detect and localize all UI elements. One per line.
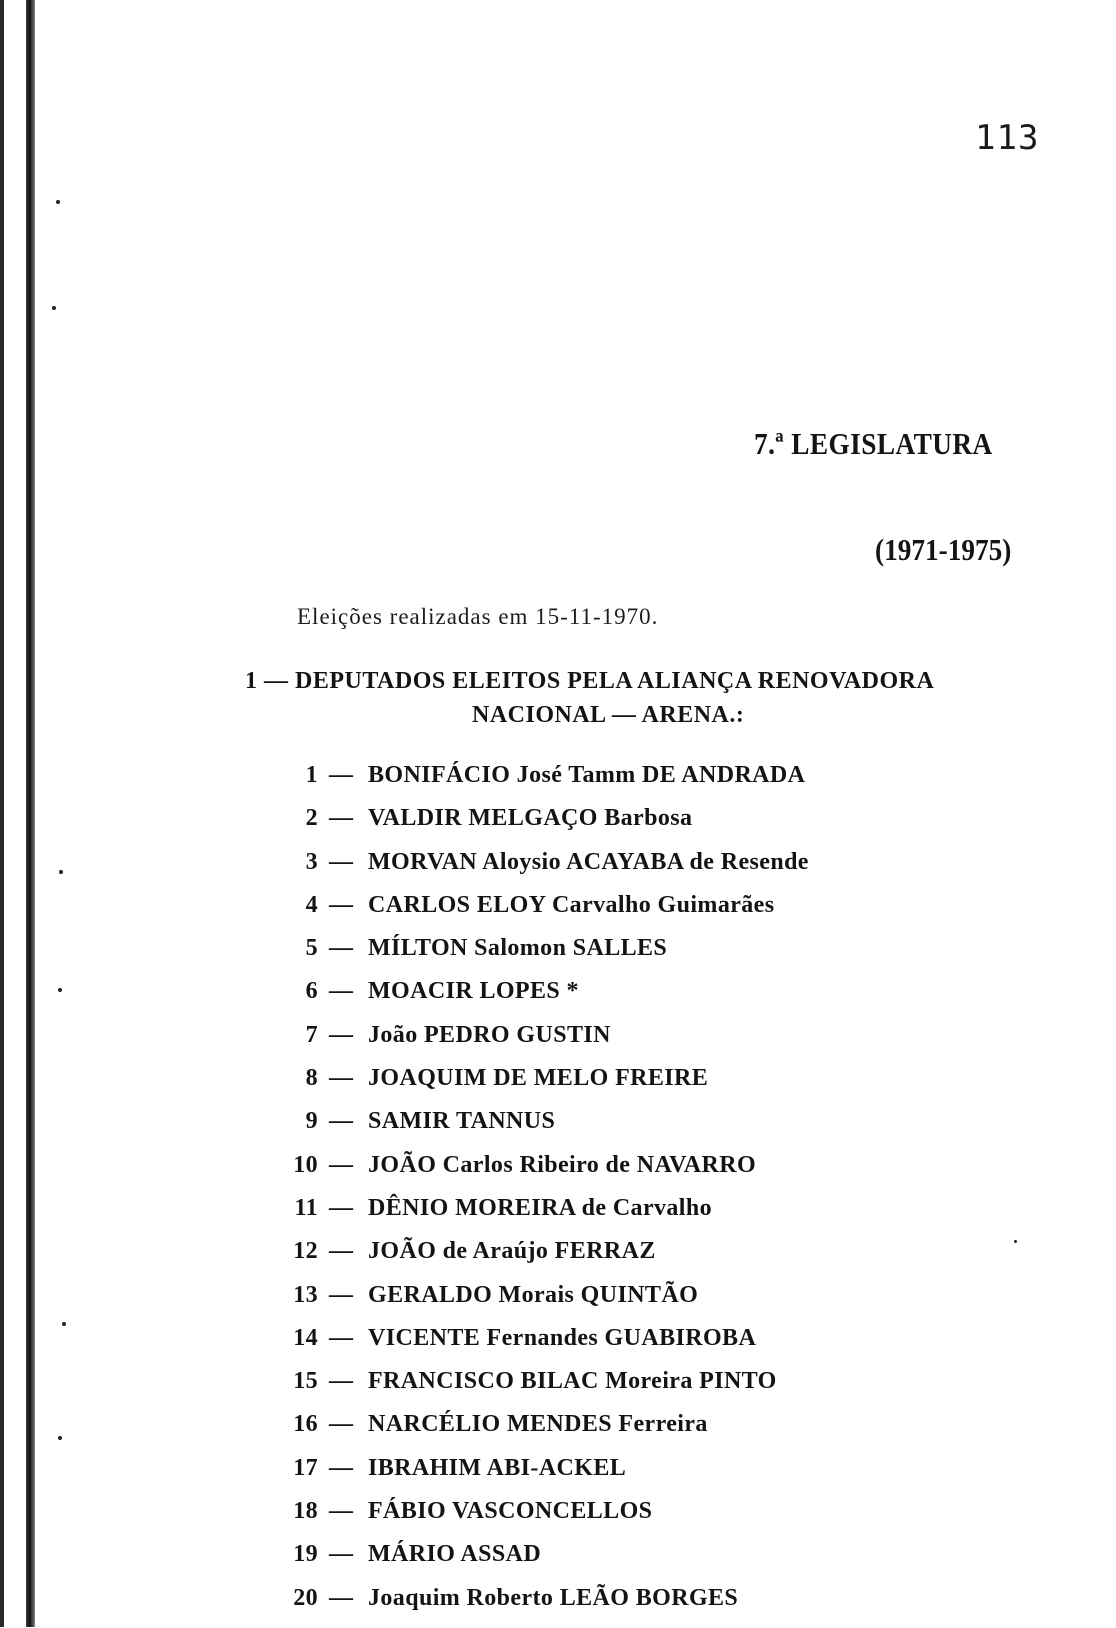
deputy-name: João PEDRO GUSTIN — [368, 1021, 611, 1048]
deputy-name: MÍLTON Salomon SALLES — [368, 935, 668, 962]
scan-binding-shadow — [0, 0, 4, 1627]
page-number: 113 — [975, 118, 1040, 158]
deputy-number: 10 — [293, 1151, 318, 1178]
dash-separator: — — [329, 1108, 354, 1135]
deputy-name: VICENTE Fernandes GUABIROBA — [368, 1324, 757, 1351]
dash-separator: — — [329, 1498, 354, 1525]
election-date-note: Eleições realizadas em 15-11-1970. — [297, 604, 659, 629]
dash-separator: — — [329, 935, 354, 962]
legislature-title: 7.ª LEGISLATURA — [754, 426, 993, 461]
deputy-name: CARLOS ELOY Carvalho Guimarães — [368, 891, 775, 918]
deputy-name: NARCÉLIO MENDES Ferreira — [368, 1411, 708, 1438]
scan-binding-edge — [26, 0, 35, 1627]
deputy-name: FÁBIO VASCONCELLOS — [368, 1498, 653, 1525]
deputy-number: 14 — [293, 1324, 318, 1351]
scan-speck — [52, 306, 56, 310]
dash-separator: — — [329, 1194, 354, 1221]
deputy-name: Joaquim Roberto LEÃO BORGES — [368, 1584, 739, 1611]
deputy-name: JOÃO Carlos Ribeiro de NAVARRO — [368, 1151, 757, 1178]
deputy-number: 6 — [305, 978, 318, 1005]
deputy-name: JOAQUIM DE MELO FREIRE — [368, 1065, 709, 1092]
deputy-name: IBRAHIM ABI-ACKEL — [368, 1454, 627, 1481]
dash-separator: — — [329, 1281, 354, 1308]
deputy-number: 5 — [305, 935, 318, 962]
deputy-number: 4 — [305, 891, 318, 918]
deputy-name: JOÃO de Araújo FERRAZ — [368, 1238, 656, 1265]
section-heading-continuation: NACIONAL — ARENA.: — [472, 702, 745, 728]
deputy-name: VALDIR MELGAÇO Barbosa — [368, 805, 693, 832]
deputy-number: 9 — [305, 1108, 318, 1135]
dash-separator: — — [329, 762, 354, 788]
dash-separator: — — [329, 891, 354, 918]
deputy-name: GERALDO Morais QUINTÃO — [368, 1281, 699, 1308]
deputy-number: 19 — [293, 1541, 318, 1568]
dash-separator: — — [329, 805, 354, 832]
deputy-name: MOACIR LOPES * — [368, 978, 579, 1005]
scan-speck — [1014, 1240, 1017, 1243]
dash-separator: — — [329, 1368, 354, 1395]
dash-separator: — — [329, 1411, 354, 1438]
deputy-number: 20 — [293, 1584, 318, 1611]
dash-separator: — — [329, 848, 354, 875]
deputy-number: 11 — [294, 1194, 318, 1221]
deputy-number: 13 — [293, 1281, 318, 1308]
deputy-name: SAMIR TANNUS — [368, 1108, 556, 1135]
scan-speck — [56, 200, 60, 204]
deputy-number: 3 — [305, 848, 318, 875]
deputy-name: DÊNIO MOREIRA de Carvalho — [368, 1194, 713, 1221]
dash-separator: — — [329, 1021, 354, 1048]
dash-separator: — — [329, 978, 354, 1005]
dash-separator: — — [329, 1454, 354, 1481]
deputy-number: 16 — [293, 1411, 318, 1438]
deputy-number: 12 — [293, 1238, 318, 1265]
scan-speck — [62, 1322, 66, 1326]
deputy-number: 8 — [305, 1065, 318, 1092]
legislature-period: (1971-1975) — [875, 532, 1012, 567]
dash-separator: — — [329, 1584, 354, 1611]
scan-speck — [59, 870, 63, 874]
dash-separator: — — [329, 1151, 354, 1178]
deputy-name: MÁRIO ASSAD — [368, 1541, 542, 1568]
deputy-number: 7 — [305, 1021, 318, 1048]
dash-separator: — — [329, 1324, 354, 1351]
deputy-name: MORVAN Aloysio ACAYABA de Resende — [368, 848, 809, 875]
scan-speck — [58, 1436, 62, 1440]
dash-separator: — — [329, 1238, 354, 1265]
dash-separator: — — [329, 1541, 354, 1568]
section-heading: 1 — DEPUTADOS ELEITOS PELA ALIANÇA RENOVADORA — [245, 668, 935, 694]
deputy-number: 18 — [293, 1498, 318, 1525]
deputy-number: 15 — [293, 1368, 318, 1395]
deputy-name: BONIFÁCIO José Tamm DE ANDRADA — [368, 762, 806, 788]
deputy-number: 2 — [305, 805, 318, 832]
deputy-number: 17 — [293, 1454, 318, 1481]
scan-speck — [58, 988, 62, 992]
deputy-name: FRANCISCO BILAC Moreira PINTO — [368, 1368, 777, 1395]
deputy-number: 1 — [305, 762, 318, 788]
dash-separator: — — [329, 1065, 354, 1092]
